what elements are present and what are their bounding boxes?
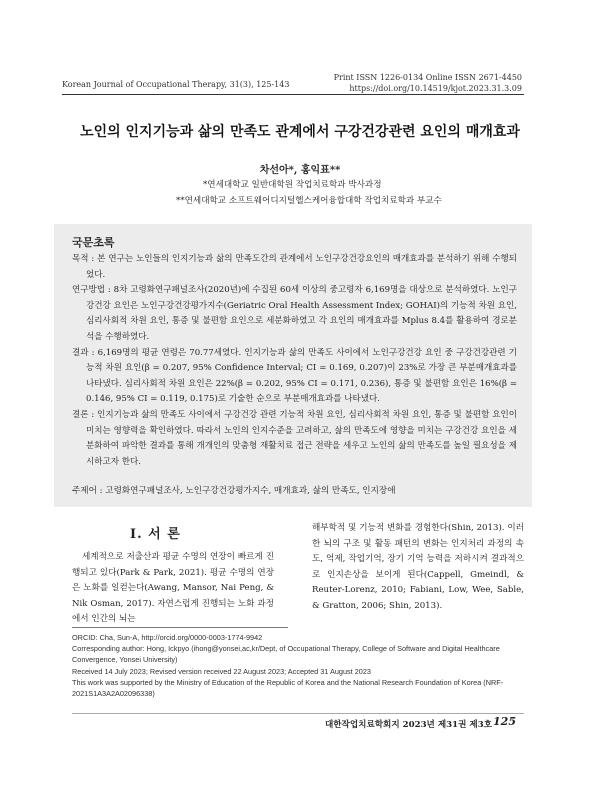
abstract-body xyxy=(72,252,517,470)
issn-doi-block xyxy=(334,72,522,94)
abstract-keywords: 주제어 : 고령화연구패널조사, 노인구강건강평가지수, 매개효과, 삶의 만족도, 인지장애 xyxy=(72,486,396,496)
body-left-column xyxy=(72,550,274,628)
footnote-funding: This work was supported by the Ministry of Education of the Republic of Korea and the National Research Foundation of Korea (NRF-2021S1A3A2A02096338) xyxy=(72,677,504,699)
abstract-heading: 국문초록 xyxy=(72,236,115,249)
body-right-column xyxy=(312,521,524,615)
abstract-results: 결과 : 6,169명의 평균 연령은 70.77세였다. 인지기능과 삶의 만족도 사이에서 노인구강건강 요인 중 구강건강관련 기능적 차원 요인(β = 0.207, 95% Confidence Interval; CI = 0.169, 0.207)이 23%로 가장 큰 부분매개효과를 나타냈다. 심리사회적 차원 요인은 22%(β = 0.202, 95% CI = 0.171, 0.236), 통증 및 불편함 요인은 16%(β = 0.146, 95% CI = 0.119, 0.175)로 기술한 순으로 부분매개효과를 나타냈다. xyxy=(72,347,517,405)
abstract-purpose: 목적 : 본 연구는 노인들의 인지기능과 삶의 만족도간의 관계에서 노인구강건강요인의 매개효과를 분석하기 위해 수행되었다. xyxy=(72,254,517,280)
footnote-corresponding-author: Corresponding author: Hong, Ickpyo (ihong@yonsei,ac,kr/Dept, of Occupational Therapy, College of Software and Digital Healthcare Convergence, Yonsei University) xyxy=(72,644,500,665)
page-number: 125 xyxy=(493,715,516,728)
header-rule xyxy=(62,94,524,95)
footnote-orcid: ORCID: Cha, Sun-A, http://orcid.org/0000-0003-1774-9942 xyxy=(72,633,263,642)
issn-line: Print ISSN 1226-0134 Online ISSN 2671-4450 xyxy=(333,73,522,82)
section-heading-introduction: Ⅰ. 서 론 xyxy=(130,527,181,542)
journal-issue-footer: 대한작업치료학회지 2023년 제31권 제3호 xyxy=(324,720,492,730)
abstract-conclusion: 결론 : 인지기능과 삶의 만족도 사이에서 구강건강 관련 기능적 차원 요인, 심리사회적 차원 요인, 통증 및 불편함 요인이 미치는 영향력을 확인하였다. 따라서 노인의 인지수준을 고려하고, 삶의 만족도에 영향을 미치는 구강건강 요인을 세분화하여 파악한 결과를 통해 개개인의 맞춤형 재활치료 접근 전략을 세우고 노인의 삶의 만족도를 높일 필요성을 제시하고자 한다. xyxy=(72,409,517,467)
intro-paragraph-left: 세계적으로 저출산과 평균 수명의 연장이 빠르게 진행되고 있다(Park & Park, 2021). 평균 수명의 연장은 노화를 일컫는다(Awang, Mansor, Nai Peng, & Nik Osman, 2017). 자연스럽게 진행되는 노화 과정에서 인간의 뇌는 xyxy=(72,552,274,625)
abstract-methods: 연구방법 : 8차 고령화연구패널조사(2020년)에 수집된 60세 이상의 중고령자 6,169명을 대상으로 분석하였다. 노인구강건강 요인은 노인구강건강평가지수(Geriatric Oral Health Assessment Index; GOHAI)의 기능적 차원 요인, 심리사회적 차원 요인, 통증 및 불편함 요인으로 세분화하였고 각 요인의 매개효과를 Mplus 8.4를 활용하여 경로분석을 수행하였다. xyxy=(72,285,517,342)
footnote-received: Received 14 July 2023; Revised version received 22 August 2023; Accepted 31 August 2023 xyxy=(72,666,371,676)
doi-line[interactable]: https://doi.org/10.14519/kjot.2023.31.3.09 xyxy=(349,84,522,93)
article-authors: 차선아*, 홍익표** xyxy=(259,165,341,176)
footnote-rule xyxy=(72,627,288,628)
journal-citation: Korean Journal of Occupational Therapy, 31(3), 125-143 xyxy=(62,80,290,89)
intro-paragraph-right: 해부학적 및 기능적 변화를 경험한다(Shin, 2013). 이러한 뇌의 구조 및 활동 패턴의 변화는 인지처리 과정의 속도, 억제, 작업기억, 장기 기억 능력을 저하시켜 결과적으로 인지손상을 보이게 된다(Cappell, Gmeindl, & Reuter-Lorenz, 2010; Fabiani, Low, Wee, Sable, & Gratton, 2006; Shin, 2013). xyxy=(312,523,524,611)
article-title: 노인의 인지기능과 삶의 만족도 관계에서 구강건강관련 요인의 매개효과 xyxy=(80,124,520,140)
footnotes xyxy=(72,632,528,699)
affiliation-2: **연세대학교 소프트웨어디지털헬스케어융합대학 작업치료학과 부교수 xyxy=(176,196,442,206)
affiliation-1: *연세대학교 일반대학원 작업치료학과 박사과정 xyxy=(203,180,382,190)
footer-rule xyxy=(72,713,524,714)
